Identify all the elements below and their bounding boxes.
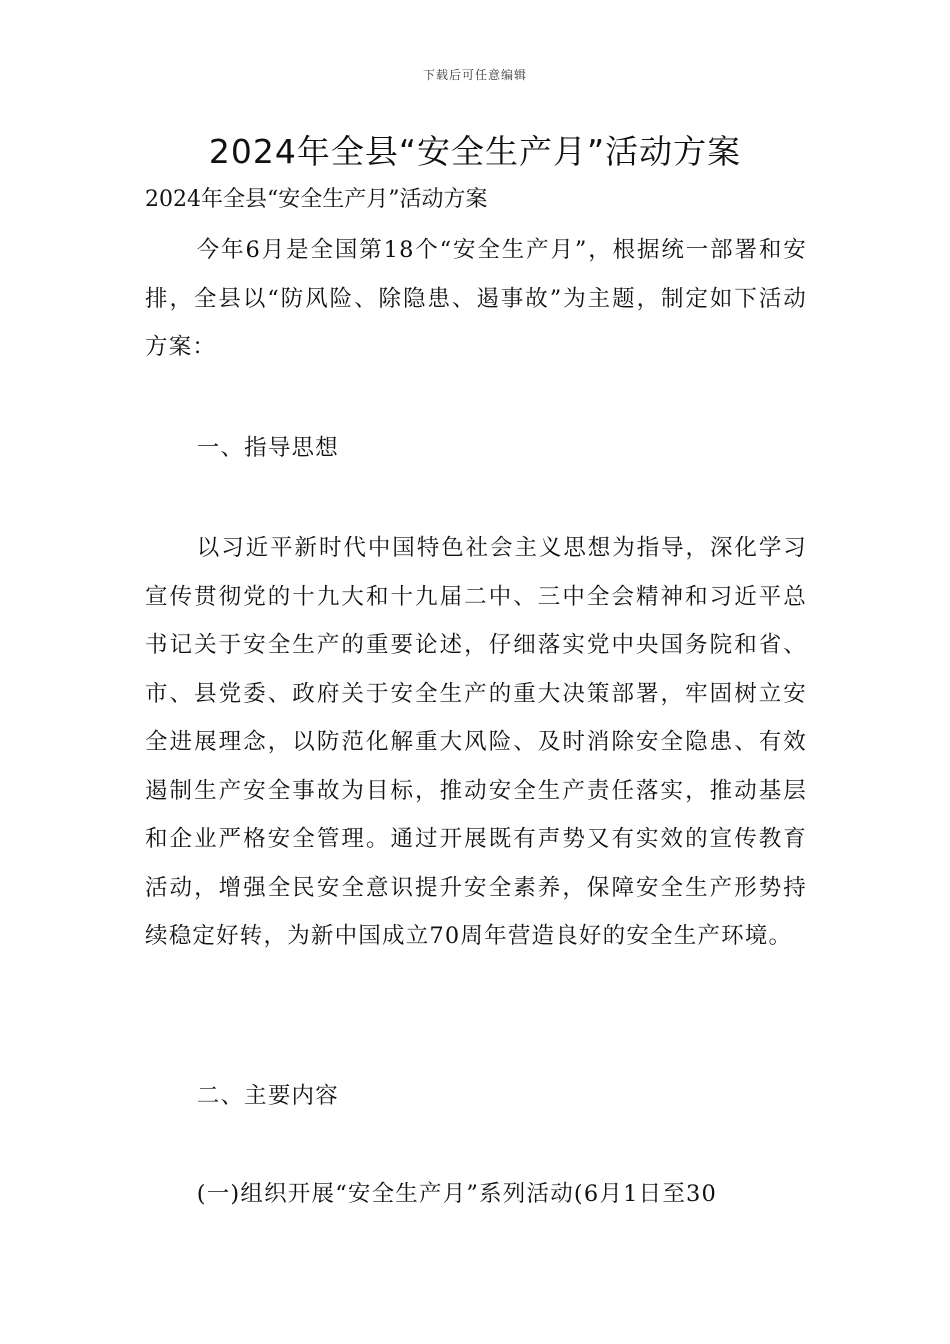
section-heading-guiding-thought: 一、指导思想 xyxy=(196,435,339,461)
intro-paragraph: 今年6月是全国第18个“安全生产月”，根据统一部署和安排，全县以“防风险、除隐患、遏事故”为主题，制定如下活动方案： xyxy=(145,237,807,360)
guiding-thought-paragraph: 以习近平新时代中国特色社会主义思想为指导，深化学习宣传贯彻党的十九大和十九届二中、三中全会精神和习近平总书记关于安全生产的重要论述，仔细落实党中央国务院和省、市、县党委、政府关于安全生产的重大决策部署，牢固树立安全进展理念，以防范化解重大风险、及时消除安全隐患、有效遏制生产安全事故为目标，推动安全生产责任落实，推动基层和企业严格安全管理。通过开展既有声势又有实效的宣传教育活动，增强全民安全意识提升安全素养，保障安全生产形势持续稳定好转，为新中国成立70周年营造良好的安全生产环境。 xyxy=(145,535,807,949)
document-subtitle: 2024年全县“安全生产月”活动方案 xyxy=(145,187,488,212)
header-note: 下载后可任意编辑 xyxy=(422,68,527,82)
section-heading-main-content: 二、主要内容 xyxy=(196,1083,339,1109)
subsection-heading-activities: (一)组织开展“安全生产月”系列活动(6月1日至30 xyxy=(196,1181,718,1207)
document-title: 2024年全县“安全生产月”活动方案 xyxy=(208,132,742,171)
